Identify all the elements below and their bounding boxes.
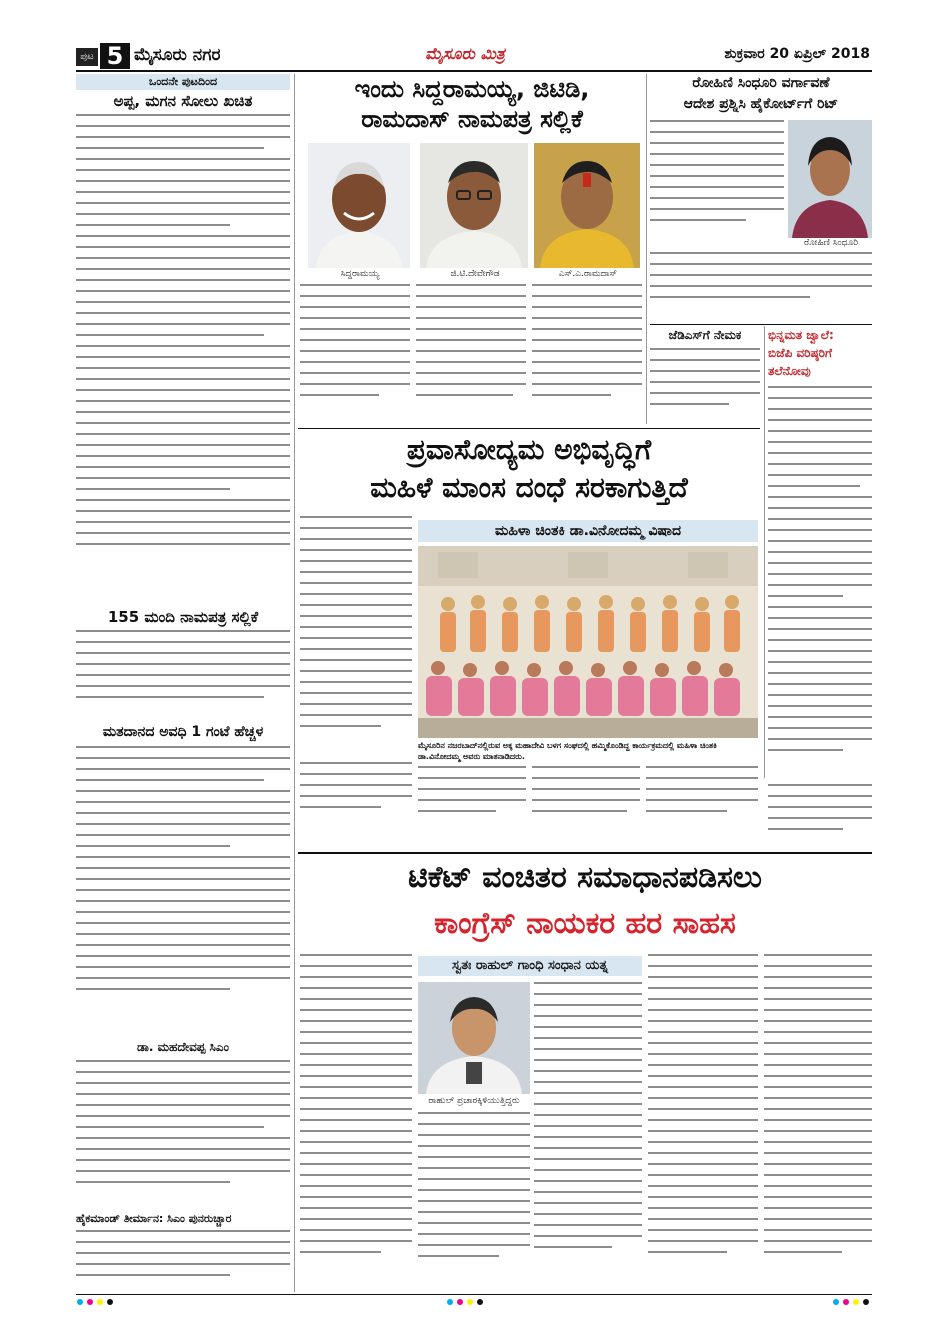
- story-body: [76, 1230, 290, 1292]
- event-photo: [418, 982, 530, 1094]
- color-registration-dots: [76, 1298, 136, 1306]
- portrait-photo: [420, 143, 528, 268]
- story-body: [768, 784, 872, 848]
- story-title: 155 ಮಂದಿ ನಾಮಪತ್ರ ಸಲ್ಲಿಕೆ: [107, 608, 259, 626]
- section-rule: [298, 428, 760, 429]
- subhead: ಸ್ವತಃ ರಾಹುಲ್ ಗಾಂಧಿ ಸಂಧಾನ ಯತ್ನ: [418, 956, 642, 976]
- photo-caption: ಎಸ್.ಎ.ರಾಮದಾಸ್: [552, 269, 624, 279]
- story-body: [300, 762, 412, 828]
- headline: ಬಿಜೆಪಿ ವರಿಷ್ಠರಿಗೆ: [768, 346, 832, 360]
- headline: ಆದೇಶ ಪ್ರಶ್ನಿಸಿ ಹೈಕೋರ್ಟ್‌ಗೆ ರಿಟ್: [683, 96, 839, 112]
- headline: ರೋಹಿಣಿ ಸಿಂಧೂರಿ ವರ್ಗಾವಣೆ: [692, 75, 830, 91]
- page-number: 5: [100, 43, 130, 69]
- headline: ಪ್ರವಾಸೋದ್ಯಮ ಅಭಿವೃದ್ಧಿಗೆ: [406, 433, 652, 466]
- headline: ಮಹಿಳೆ ಮಾಂಸ ದಂಧೆ ಸರಕಾಗುತ್ತಿದೆ: [370, 471, 688, 504]
- photo-caption: ರಾಹುಲ್ ಪ್ರಚಾರಕ್ಕಿಳಿಯುತ್ತಿದ್ದರು: [428, 1096, 520, 1106]
- column-divider: [764, 326, 765, 778]
- story-title: ಅಪ್ಪ, ಮಗನ ಸೋಲು ಖಚಿತ: [113, 92, 253, 110]
- portrait-ramdas: [534, 143, 640, 268]
- event-photo: [418, 546, 758, 738]
- headline: ತಲೆನೋವು: [768, 364, 811, 378]
- portrait-photo: [788, 120, 872, 238]
- story-body: [418, 1112, 530, 1288]
- portrait-gt-devegowda: [420, 143, 528, 268]
- story-body: [648, 954, 758, 1288]
- headline: ಜೆಡಿಎಸ್‌ಗೆ ನೇಮಕ: [668, 328, 742, 342]
- headline: ಭಿನ್ನಮತ ಜ್ವಾಲೆ:: [768, 328, 834, 342]
- photo-caption: ಸಿದ್ದರಾಮಯ್ಯ: [330, 269, 390, 279]
- story-body: [300, 516, 412, 756]
- portrait-siddaramaiah: [308, 143, 410, 268]
- story-body: [650, 120, 784, 248]
- paper-name: ಮೈಸೂರು ಮಿತ್ರ: [425, 44, 505, 63]
- story-body: [418, 766, 526, 828]
- headline: ರಾಮದಾಸ್ ನಾಮಪತ್ರ ಸಲ್ಲಿಕೆ: [361, 105, 583, 133]
- portrait-photo: [308, 143, 410, 268]
- footer-rule: [76, 1294, 872, 1295]
- story-body: [76, 1060, 290, 1210]
- photo-caption: ಜಿ.ಟಿ.ದೇವೇಗೌಡ: [440, 269, 510, 279]
- page-label: ಪುಟ: [76, 48, 98, 66]
- story-body: [300, 284, 410, 424]
- headline: ಕಾಂಗ್ರೆಸ್ ನಾಯಕರ ಹರ ಸಾಹಸ: [434, 906, 736, 941]
- story-body: [76, 630, 290, 722]
- color-registration-dots: [446, 1298, 506, 1306]
- event-crowd-image: [418, 546, 758, 738]
- portrait-rahul: [418, 982, 530, 1094]
- section-rule: [650, 324, 872, 325]
- story-body: [532, 766, 640, 828]
- subhead: ಮಹಿಳಾ ಚಿಂತಕಿ ಡಾ.ವಿನೋದಮ್ಮ ವಿಷಾದ: [418, 520, 758, 542]
- kicker: ಒಂದನೇ ಪುಟದಿಂದ: [76, 74, 290, 90]
- story-title: ಮತದಾನದ ಅವಧಿ 1 ಗಂಟೆ ಹೆಚ್ಚಳ: [102, 724, 264, 740]
- story-body: [650, 348, 760, 424]
- photo-caption: ಮೈಸೂರಿನ ನಜರಬಾದ್‌ನಲ್ಲಿರುವ ಅಕ್ಕ ಮಹಾದೇವಿ ಬಳಗ ಸಂಘದಲ್ಲಿ ಹಮ್ಮಿಕೊಂಡಿದ್ದ ಕಾರ್ಯಕ್ರಮದಲ್ಲಿ ಮಹಿಳಾ ಚಿಂತಕಿ ಡಾ.ವಿನೋದಮ್ಮ ಅವರು ಮಾತನಾಡಿದರು.: [418, 741, 717, 761]
- issue-date: ಶುಕ್ರವಾರ 20 ಏಪ್ರಿಲ್ 2018: [724, 46, 870, 62]
- portrait-photo: [534, 143, 640, 268]
- color-registration-dots: [832, 1298, 872, 1306]
- subhead: ಹೈಕಮಾಂಡ್ ತೀರ್ಮಾನ: ಸಿಎಂ ಪುನರುಚ್ಚಾರ: [76, 1212, 232, 1225]
- column-divider: [294, 74, 295, 1292]
- portrait-rohini: [788, 120, 872, 238]
- story-body: [764, 954, 872, 1288]
- story-body: [768, 386, 872, 776]
- masthead-rule: [76, 70, 872, 72]
- story-body: [650, 252, 872, 320]
- story-body: [416, 284, 526, 424]
- section-rule: [298, 852, 872, 854]
- headline: ಟಿಕೆಟ್ ವಂಚಿತರ ಸಮಾಧಾನಪಡಿಸಲು: [408, 860, 762, 895]
- column-divider: [646, 74, 647, 424]
- story-body: [646, 766, 758, 828]
- story-body: [76, 114, 290, 602]
- photo-caption: ರೋಹಿಣಿ ಸಿಂಧೂರಿ: [796, 238, 866, 248]
- section-name: ಮೈಸೂರು ನಗರ: [134, 45, 221, 65]
- story-body: [300, 954, 412, 1288]
- headline: ಇಂದು ಸಿದ್ದರಾಮಯ್ಯ, ಜಿಟಿಡಿ,: [354, 75, 590, 103]
- byline: ಡಾ. ಮಹದೇವಪ್ಪ ಸಿಎಂ: [137, 1040, 229, 1054]
- story-body: [534, 982, 642, 1288]
- story-body: [76, 746, 290, 1036]
- story-body: [532, 284, 642, 424]
